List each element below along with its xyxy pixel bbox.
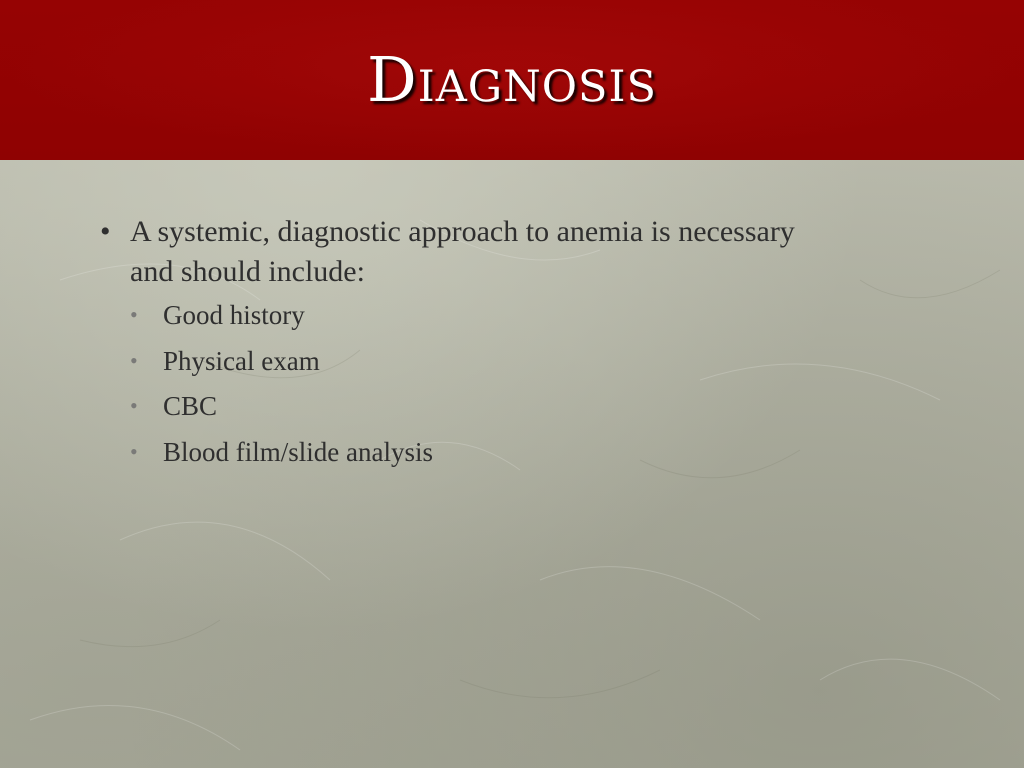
sub-bullet-item xyxy=(130,298,800,332)
sub-bullet-icon: • xyxy=(130,393,138,418)
bullet-icon: • xyxy=(100,215,111,248)
sub-bullet-icon: • xyxy=(130,347,138,373)
sub-bullet-item xyxy=(130,344,800,378)
sub-bullet-text: Good history xyxy=(163,300,305,330)
sub-bullet-item xyxy=(130,435,800,469)
bullet-text: A systemic, diagnostic approach to anemia is necessary and should include: xyxy=(130,215,795,288)
sub-bullet-icon: • xyxy=(130,438,138,464)
sub-bullet-icon: • xyxy=(130,302,138,327)
title-bar xyxy=(0,0,1024,160)
slide-content xyxy=(100,212,800,480)
sub-bullet-text: CBC xyxy=(163,391,218,421)
sub-bullet-text: Physical exam xyxy=(163,345,320,376)
sub-bullet-item xyxy=(130,389,800,423)
sub-bullet-list xyxy=(130,298,800,469)
sub-bullet-text: Blood film/slide analysis xyxy=(163,436,433,467)
bullet-item xyxy=(100,212,800,292)
slide-title: Diagnosis xyxy=(367,43,657,116)
